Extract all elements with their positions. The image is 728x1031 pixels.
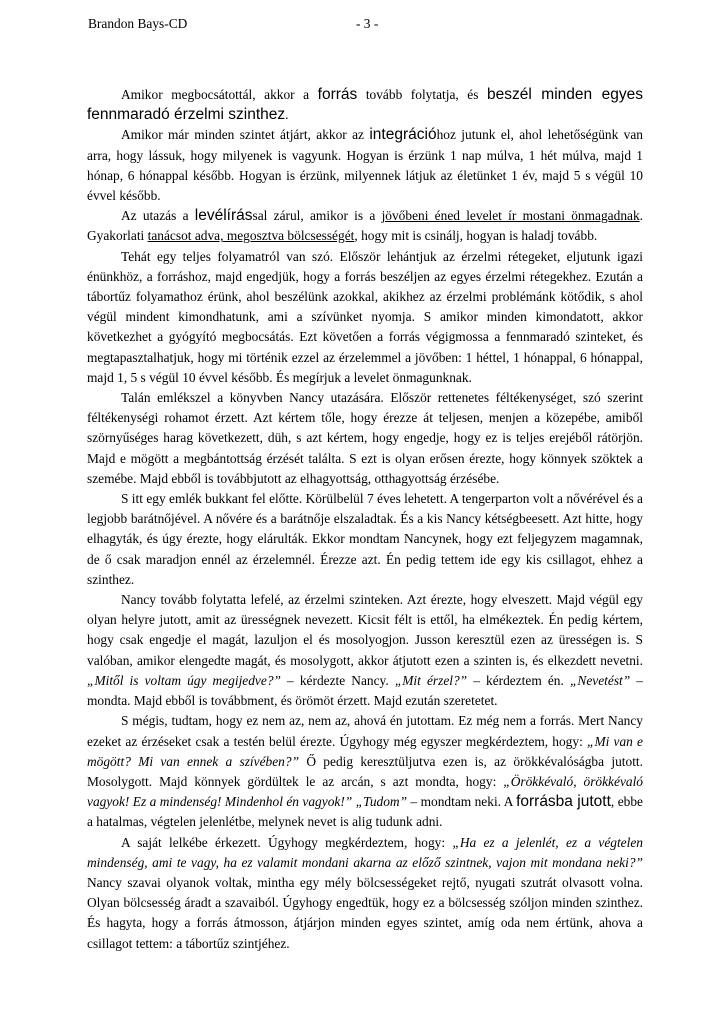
emphasized-term: levélírás — [194, 207, 253, 225]
paragraph-text: , ebbe a hatalmas, végtelen jelenlétbe, melynek nevet is alig tudunk adni. — [87, 794, 643, 830]
quoted-speech: „Nevetést” — [569, 672, 631, 688]
emphasized-phrase: forrásba jutott — [516, 793, 611, 811]
quoted-speech: „Örökkévaló, örökkévaló vagyok! Ez a mindenség! Mindenhol én vagyok!” — [87, 773, 644, 810]
paragraph-text: . Gyakorlati — [87, 208, 644, 244]
document-body — [87, 85, 643, 954]
paragraph-text: – mondtam neki. A — [407, 794, 517, 810]
paragraph-text: Amikor már minden szintet átjárt, akkor az — [121, 127, 370, 143]
paragraph-text: – kérdezte Nancy. — [280, 672, 395, 688]
underlined-phrase: tanácsot adva, megosztva bölcsességét — [147, 228, 355, 244]
paragraph-2 — [87, 125, 643, 206]
page-header — [88, 14, 644, 34]
paragraph-text: hoz jutunk el, ahol lehetőségünk van arra, hogy lássuk, hogy milyenek is vagyunk. Hogyan is érzünk 1 nap múlva, 1 hét múlva, majd 1 hónap, 6 hónappal később. Hogyan is érzünk, milyennek látjuk az életünket 1 év, majd 5 s végül 10 évvel később. — [87, 127, 643, 204]
emphasized-term: forrás — [317, 86, 358, 103]
paragraph-text: tovább folytatja, és — [357, 87, 487, 102]
paragraph-5: Talán emlékszel a könyvben Nancy utazására. Először rettenetes féltékenységet, szó szerint féltékenységi rohamot érzett. Azt kértem tőle, hogy érezze át teljesen, menjen a közepébe, amiből szörnyűséges harag következett, düh, s azt kértem, hogy engedje, hogy ez is teljes erejéből rátörjön. Majd e mögött a megbántottság érzését találta. S ezt is olyan erősen érezte, hogy könnyek szöktek a szemébe. Majd ebből is továbbjutott az elhagyottság, otthagyottság érzésébe. — [87, 390, 643, 486]
emphasized-term: integráció — [369, 126, 437, 144]
quoted-speech: „Mit érzel?” — [394, 672, 468, 688]
paragraph-7 — [87, 590, 643, 711]
quoted-speech: „Ha ez a jelenlét, ez a végtelen mindenség, ami te vagy, ha ez valamit mondani akarna az előző szintnek, vajon mit mondana neki?” — [87, 834, 643, 870]
quoted-speech: „Mi van e mögött? Mi van ennek a szívében?” — [87, 733, 644, 769]
underlined-phrase: jövőbeni éned levelet ír mostani önmagadnak — [381, 208, 640, 224]
paragraph-8 — [87, 711, 643, 832]
emphasized-phrase: beszél minden egyes fennmaradó érzelmi szinthez — [87, 86, 643, 124]
paragraph-text: Ő pedig keresztüljutva ezen is, az örökkévalóságba jutott. Mosolygott. Majd könnyek gördültek le az arcán, s azt mondta, hogy: — [87, 753, 643, 789]
paragraph-text: Az utazás a — [121, 208, 195, 224]
paragraph-text: – mondta. Majd ebből is továbbment, és örömöt érzett. Majd ezután szeretetet. — [87, 672, 644, 709]
paragraph-text: sal zárul, amikor is a — [252, 208, 382, 224]
header-title: Brandon Bays-CD — [88, 16, 188, 31]
paragraph-text: , hogy mit is csinálj, hogyan is haladj tovább. — [354, 228, 598, 244]
quoted-speech: „Tudom” — [355, 794, 408, 810]
paragraph-3 — [87, 206, 643, 246]
paragraph-text: Amikor megbocsátottál, akkor a — [121, 87, 318, 102]
paragraph-6: S itt egy emlék bukkant fel előtte. Körülbelül 7 éves lehetett. A tengerparton volt a nővérével és a legjobb barátnőjével. A nővére és a barátnője elszaladtak. És a kis Nancy kétségbeesett. Azt hitte, hogy elhagyták, és úgy érezte, hogy elárulták. Ekkor mondtam Nancynek, hogy ezt feljegyzem magamnak, de ő csak maradjon ennél az érzelemnél. Érezze azt. Én pedig tettem ide egy kis csillagot, ehhez a szinthez. — [87, 491, 643, 587]
paragraph-1 — [87, 85, 643, 125]
paragraph-text: Nancy szavai olyanok voltak, mintha egy mély bölcsességeket rejtő, nyugati szutrát olvasott volna. Olyan bölcsesség áradt a szavaiból. Úgyhogy engedtük, hogy ez a bölcsesség szóljon minden szinthez. És hagyta, hogy a forrás átmosson, átjárjon minden egyes szintet, amíg oda nem értünk, ahova a csillagot tettem: a tábortűz szintjéhez. — [87, 874, 643, 951]
paragraph-text: – kérdeztem én. — [467, 672, 570, 688]
paragraph-text: S mégis, tudtam, hogy ez nem az, nem az, ahová én jutottam. Ez még nem a forrás. Mert Nancy ezeket az érzéseket csak a testén belül érezte. Úgyhogy még egyszer megkérdeztem, hogy: — [87, 713, 643, 749]
paragraph-text: A saját lelkébe érkezett. Úgyhogy megkérdeztem, hogy: — [121, 834, 453, 850]
page-number: - 3 - — [356, 16, 379, 31]
paragraph-text: . — [285, 107, 289, 123]
quoted-speech: „Mitől is voltam úgy megijedve?” — [87, 672, 281, 688]
paragraph-9 — [87, 833, 643, 954]
paragraph-4: Tehát egy teljes folyamatról van szó. Először lehántjuk az érzelmi rétegeket, eljutunk igazi énünkhöz, a forráshoz, majd engedjük, hogy a forrás beszéljen az egyes érzelmi rétegekhez. Ezután a tábortűz folyamathoz érünk, ahol beszélünk azokkal, akikhez az érzelmi problémánk kötődik, s ahol végül mindent kimondhatunk, ami a szívünket nyomja. S amikor minden kimondatott, akkor következhet a gyógyító megbocsátás. Ezt követően a forrás végigmossa a fennmaradó szinteket, és megtapasztalhatjuk, hogy mi történik ezzel az érzelemmel a jövőben: 1 héttel, 1 hónappal, 6 hónappal, majd 1, 5 s végül 10 évvel később. És megírjuk a levelet önmagunknak. — [87, 248, 643, 385]
paragraph-text: Nancy tovább folytatta lefelé, az érzelmi szinteken. Azt érezte, hogy elveszett. Majd végül egy olyan helyre jutott, amit az ürességnek nevezett. Kicsit félt is ettől, ha elmékeztek. Én pedig kértem, hogy csak engedje el magát, lazuljon el és mosolyogjon. Jusson keresztül ezen az ürességen is. S valóban, amikor elengedte magát, és mosolygott, akkor átjutott ezen a szinten is, és elkezdett nevetni. — [87, 592, 643, 668]
